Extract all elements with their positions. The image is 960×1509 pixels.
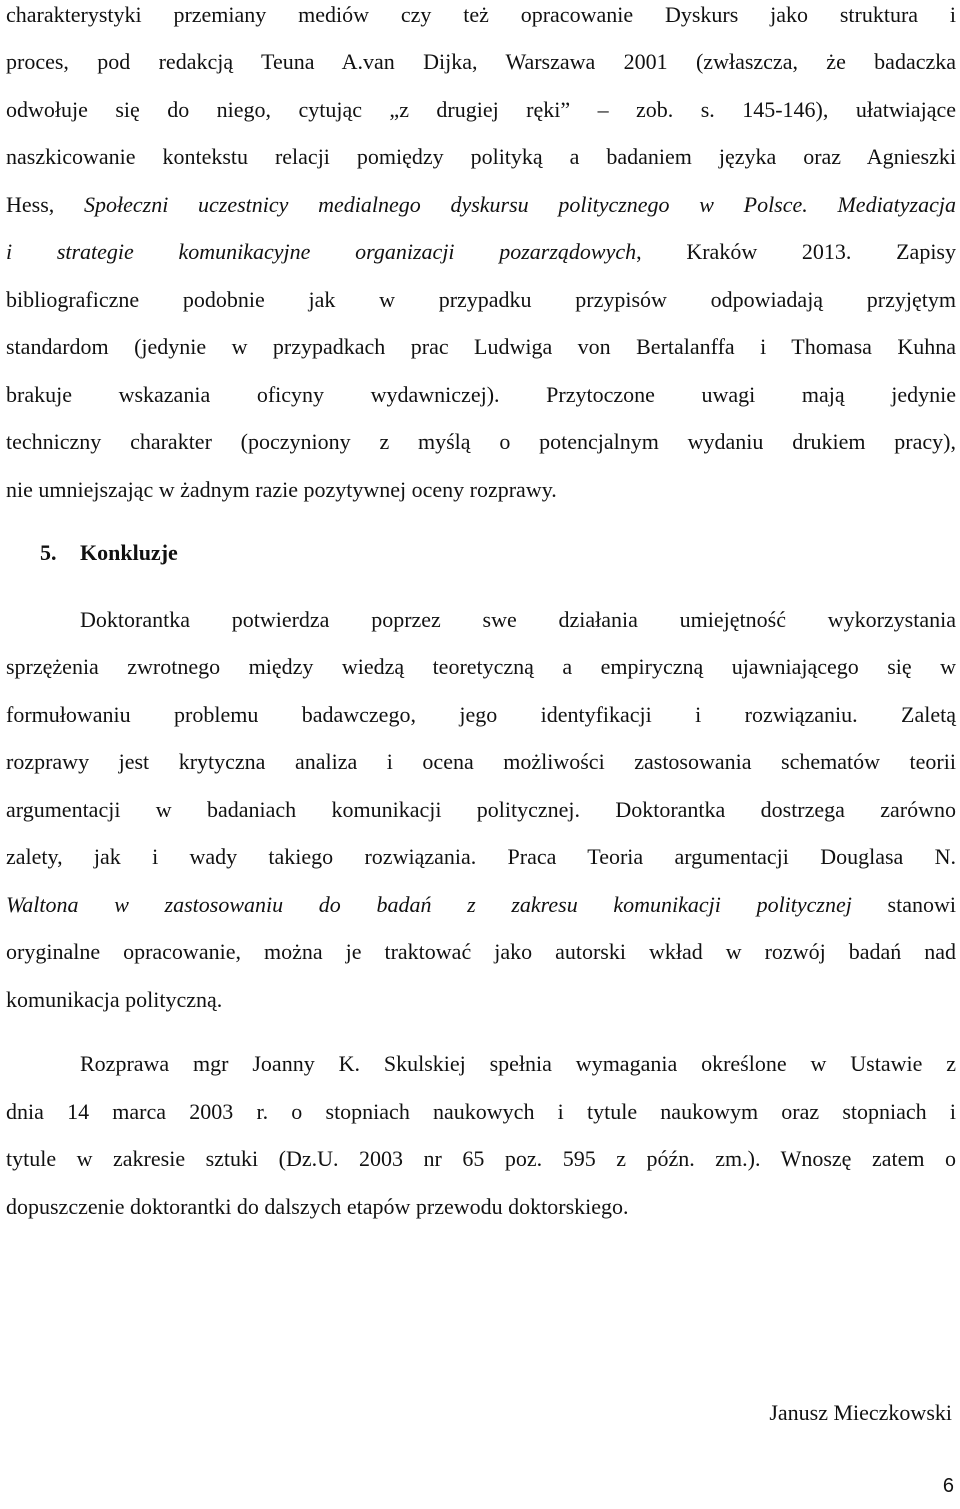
text-line (6, 239, 956, 265)
section-title: Konkluzje (80, 540, 178, 565)
text-line: komunikacja polityczną. (6, 987, 223, 1012)
text-line: Doktorantka potwierdza poprzez swe działania umiejętność wykorzystania (80, 607, 956, 632)
text-line: brakuje wskazania oficyny wydawniczej). Przytoczone uwagi mają jedynie (6, 382, 956, 407)
page-number: 6 (942, 1475, 954, 1497)
text-span: , Kraków 2013. Zapisy (636, 239, 956, 264)
text-line: odwołuje się do niego, cytując „z drugiej ręki” – zob. s. 145-146), ułatwiające (6, 97, 956, 122)
text-line: formułowaniu problemu badawczego, jego identyfikacji i rozwiązaniu. Zaletą (6, 702, 956, 727)
text-span: stanowi (851, 892, 956, 917)
signature: Janusz Mieczkowski (769, 1400, 952, 1425)
text-line: rozprawy jest krytyczna analiza i ocena możliwości zastosowania schematów teorii (6, 749, 956, 774)
text-span: Hess, (6, 192, 84, 217)
text-line: dopuszczenie doktorantki do dalszych etapów przewodu doktorskiego. (6, 1194, 629, 1219)
book-title-italic: i strategie komunikacyjne organizacji pozarządowych (6, 239, 637, 264)
text-line: zalety, jak i wady takiego rozwiązania. Praca Teoria argumentacji Douglasa N. (6, 844, 956, 869)
text-line (6, 892, 956, 918)
text-line: bibliograficzne podobnie jak w przypadku przypisów odpowiadają przyjętym (6, 287, 956, 312)
text-line: proces, pod redakcją Teuna A.van Dijka, Warszawa 2001 (zwłaszcza, że badaczka (6, 49, 956, 74)
text-line: oryginalne opracowanie, można je traktować jako autorski wkład w rozwój badań nad (6, 939, 956, 964)
section-number: 5. (40, 540, 57, 565)
section-heading (40, 540, 178, 566)
book-title-italic: Społeczni uczestnicy medialnego dyskursu politycznego w Polsce. Mediatyzacja (83, 192, 956, 217)
text-line: sprzężenia zwrotnego między wiedzą teoretyczną a empiryczną ujawniającego się w (6, 654, 956, 679)
text-line (6, 192, 956, 218)
text-line: techniczny charakter (poczyniony z myślą o potencjalnym wydaniu drukiem pracy), (6, 429, 956, 454)
text-line: argumentacji w badaniach komunikacji politycznej. Doktorantka dostrzega zarówno (6, 797, 956, 822)
text-line: naszkicowanie kontekstu relacji pomiędzy polityką a badaniem języka oraz Agnieszki (6, 144, 956, 169)
text-line: tytule w zakresie sztuki (Dz.U. 2003 nr 65 poz. 595 z późn. zm.). Wnoszę zatem o (6, 1146, 956, 1171)
text-line: standardom (jedynie w przypadkach prac Ludwiga von Bertalanffa i Thomasa Kuhna (6, 334, 956, 359)
text-line: Rozprawa mgr Joanny K. Skulskiej spełnia wymagania określone w Ustawie z (80, 1051, 956, 1076)
text-line: charakterystyki przemiany mediów czy też opracowanie Dyskurs jako struktura i (6, 2, 956, 27)
text-line: nie umniejszając w żadnym razie pozytywnej oceny rozprawy. (6, 477, 557, 502)
text-line: dnia 14 marca 2003 r. o stopniach naukowych i tytule naukowym oraz stopniach i (6, 1099, 956, 1124)
book-title-italic: Waltona w zastosowaniu do badań z zakresu komunikacji politycznej (6, 892, 852, 917)
